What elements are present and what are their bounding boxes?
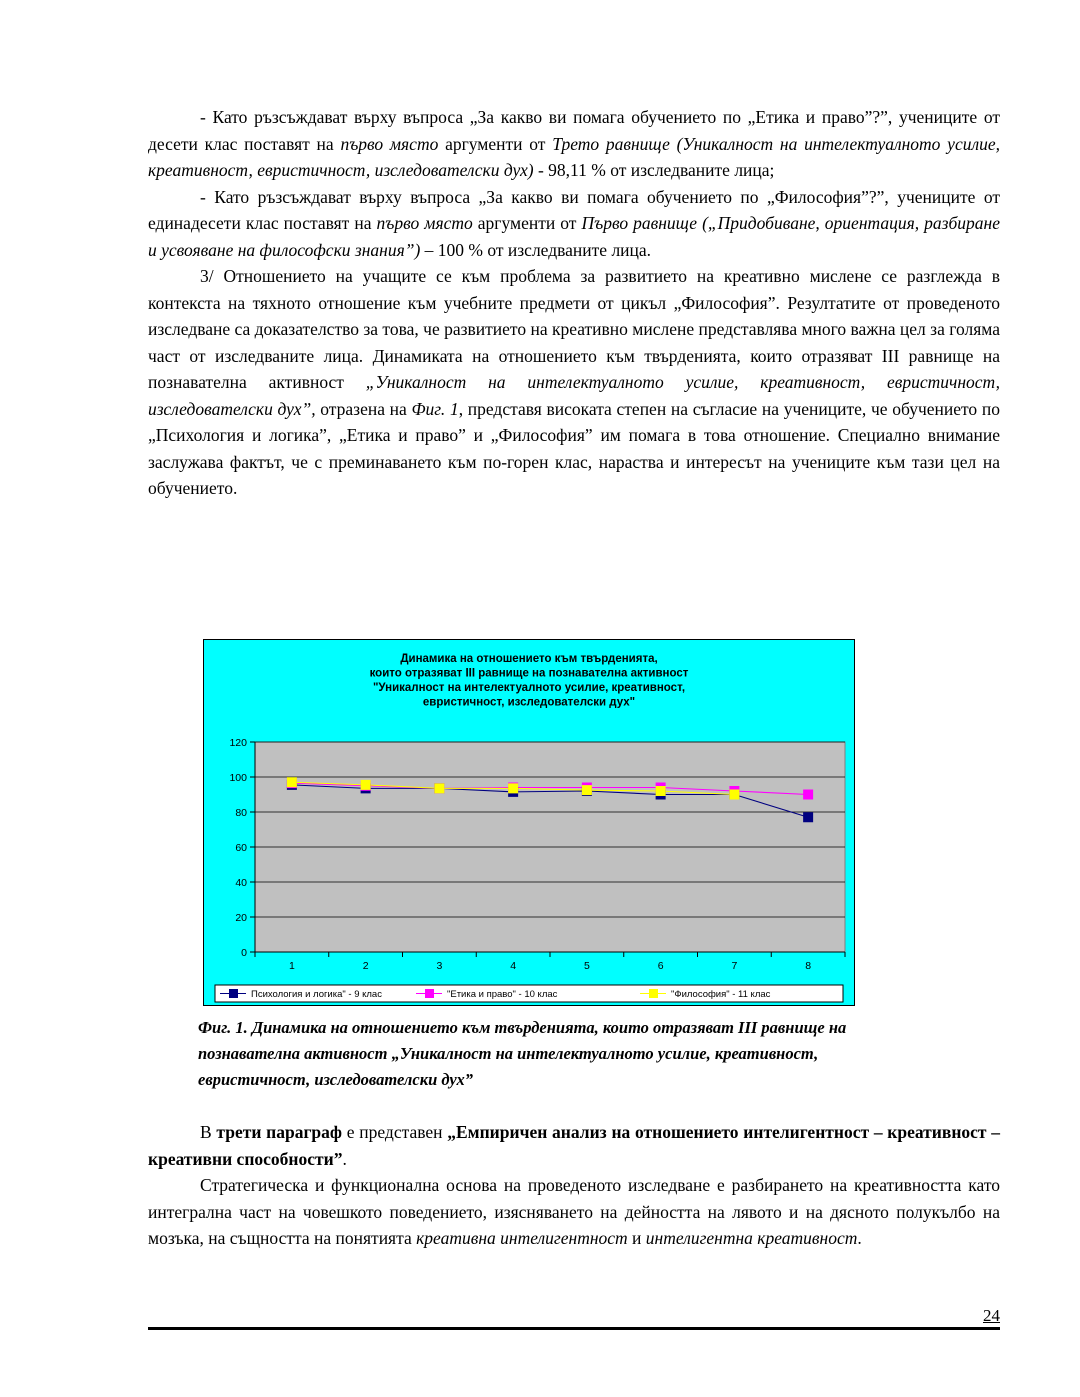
text-run: Трето равнище (Уникалност на интелектуалното усилие, креативност, евристичност, изследователски дух) — [148, 133, 1000, 180]
x-tick-label: 8 — [805, 960, 812, 972]
paragraph — [148, 1119, 1000, 1172]
chart-title-line: евристичност, изследователски дух" — [422, 696, 636, 709]
text-run: Стратегическа и функционална основа на проведеното изследване е разбирането на креативността като интегрална част на човешкото поведението, изясняването на дейността на лявото и на дясното полукълбо на мозъка, на същността на понятията — [148, 1175, 1000, 1248]
text-run: . — [857, 1228, 862, 1248]
text-run: - Като ръзсъждават върху въпроса „За какво ви помага обучението по „Етика и право”?”, учениците от десети клас поставят на — [148, 107, 1000, 154]
series-3-point — [582, 785, 592, 795]
body-text-top — [148, 104, 1000, 502]
footer-rule — [148, 1327, 1000, 1330]
text-run: и — [627, 1228, 646, 1248]
text-run: „Емпиричен анализ на отношението интелигентност – креативност – креативни способности” — [148, 1122, 1001, 1169]
line-chart — [204, 640, 854, 1005]
series-3-point — [729, 790, 739, 800]
text-run: - Като ръзсъждават върху въпроса „За какво ви помага обучението по „Философия”?”, учениците от единадесети клас поставят на — [148, 186, 1000, 233]
paragraph — [148, 184, 1000, 264]
text-run: 3/ Отношението на учащите се към проблема за развитието на креативно мислене се разглежда в контекста на тяхното отношение към учебните предмети от цикъл „Философия”. Резултатите от проведеното изследване са доказателство за това, че развитието на креативно мислене представлява много важна цел за голяма част от изследваните лица. Динамиката на отношението към твърденията, които отразяват III равнище на познавателна активност — [148, 266, 1000, 392]
text-run: - 98,11 % от изследваните лица; — [533, 160, 775, 180]
text-run: – 100 % от изследваните лица. — [420, 239, 652, 260]
chart-title-line: "Уникалност на интелектуалното усилие, креативност, — [372, 682, 686, 694]
text-run: , представя високата степен на съгласие на учениците, че обучението по „Психология и логика”, „Етика и право” и „Философия” им помага в това отношение. Специално внимание заслужава фактът, че с преминаването към по-горен клас, нараства и интересът на учениците към тази цел на обучението. — [148, 398, 1000, 498]
x-tick-label: 7 — [731, 960, 738, 972]
y-tick-label: 20 — [235, 912, 247, 924]
x-tick-label: 5 — [583, 960, 590, 972]
text-run: В — [200, 1122, 217, 1142]
legend-label: "Философия" - 11 клас — [671, 989, 771, 1000]
legend-marker — [649, 989, 658, 998]
series-1-point — [803, 812, 813, 822]
legend-label: Психология и логика" - 9 клас — [251, 989, 382, 1000]
y-tick-label: 0 — [241, 947, 247, 959]
text-run: . — [342, 1148, 347, 1169]
chart-title-line: които отразяват III равнище на познавателна активност — [369, 667, 689, 680]
text-run: трети параграф — [216, 1122, 343, 1142]
series-3-point — [508, 783, 518, 793]
series-3-point — [656, 786, 666, 796]
text-run: първо място — [376, 213, 473, 233]
text-run: Първо равнище („Придобиване, ориентация, разбиране и усвояване на философски знания”) — [148, 213, 1000, 260]
series-2-point — [803, 790, 813, 800]
paragraph — [148, 104, 1000, 184]
x-tick-label: 1 — [288, 960, 295, 972]
y-tick-label: 60 — [235, 842, 247, 854]
text-run: интелигентна креативност — [645, 1228, 858, 1248]
chart-title-line: Динамика на отношението към твърденията, — [400, 653, 658, 665]
text-run: е представен — [342, 1122, 448, 1142]
text-run: аргументи от — [438, 133, 553, 154]
legend-label: "Етика и право" - 10 клас — [447, 989, 558, 1000]
x-tick-label: 3 — [436, 960, 443, 972]
x-tick-label: 6 — [657, 960, 664, 972]
series-3-point — [361, 780, 371, 790]
y-tick-label: 120 — [229, 737, 247, 749]
y-tick-label: 100 — [229, 772, 247, 784]
legend-marker — [425, 989, 434, 998]
text-run: първо място — [340, 133, 439, 154]
figure-caption: Фиг. 1. Динамика на отношението към твърденията, които отразяват III равнище на познавателна активност „Уникалност на интелектуалното усилие, креативност, евристичност, изследователски дух” — [198, 1018, 847, 1089]
series-3-point — [434, 783, 444, 793]
x-tick-label: 4 — [510, 960, 517, 972]
y-tick-label: 80 — [235, 807, 247, 819]
legend-marker — [229, 989, 238, 998]
text-run: Фиг. 1 — [411, 398, 459, 419]
body-text-bottom — [148, 1119, 1000, 1252]
text-run: аргументи от — [472, 213, 582, 233]
paragraph — [148, 1172, 1000, 1252]
text-run: „Уникалност на интелектуалното усилие, креативност, евристичност, изследователски дух”, — [148, 372, 1000, 419]
paragraph — [148, 263, 1000, 502]
text-run: креативна интелигентност — [416, 1228, 628, 1248]
y-tick-label: 40 — [235, 877, 247, 889]
series-3-point — [287, 777, 297, 787]
page-number: 24 — [983, 1306, 1000, 1325]
chart-figure-1 — [203, 639, 855, 1006]
x-tick-label: 2 — [362, 960, 369, 972]
text-run: отразена на — [315, 398, 412, 419]
